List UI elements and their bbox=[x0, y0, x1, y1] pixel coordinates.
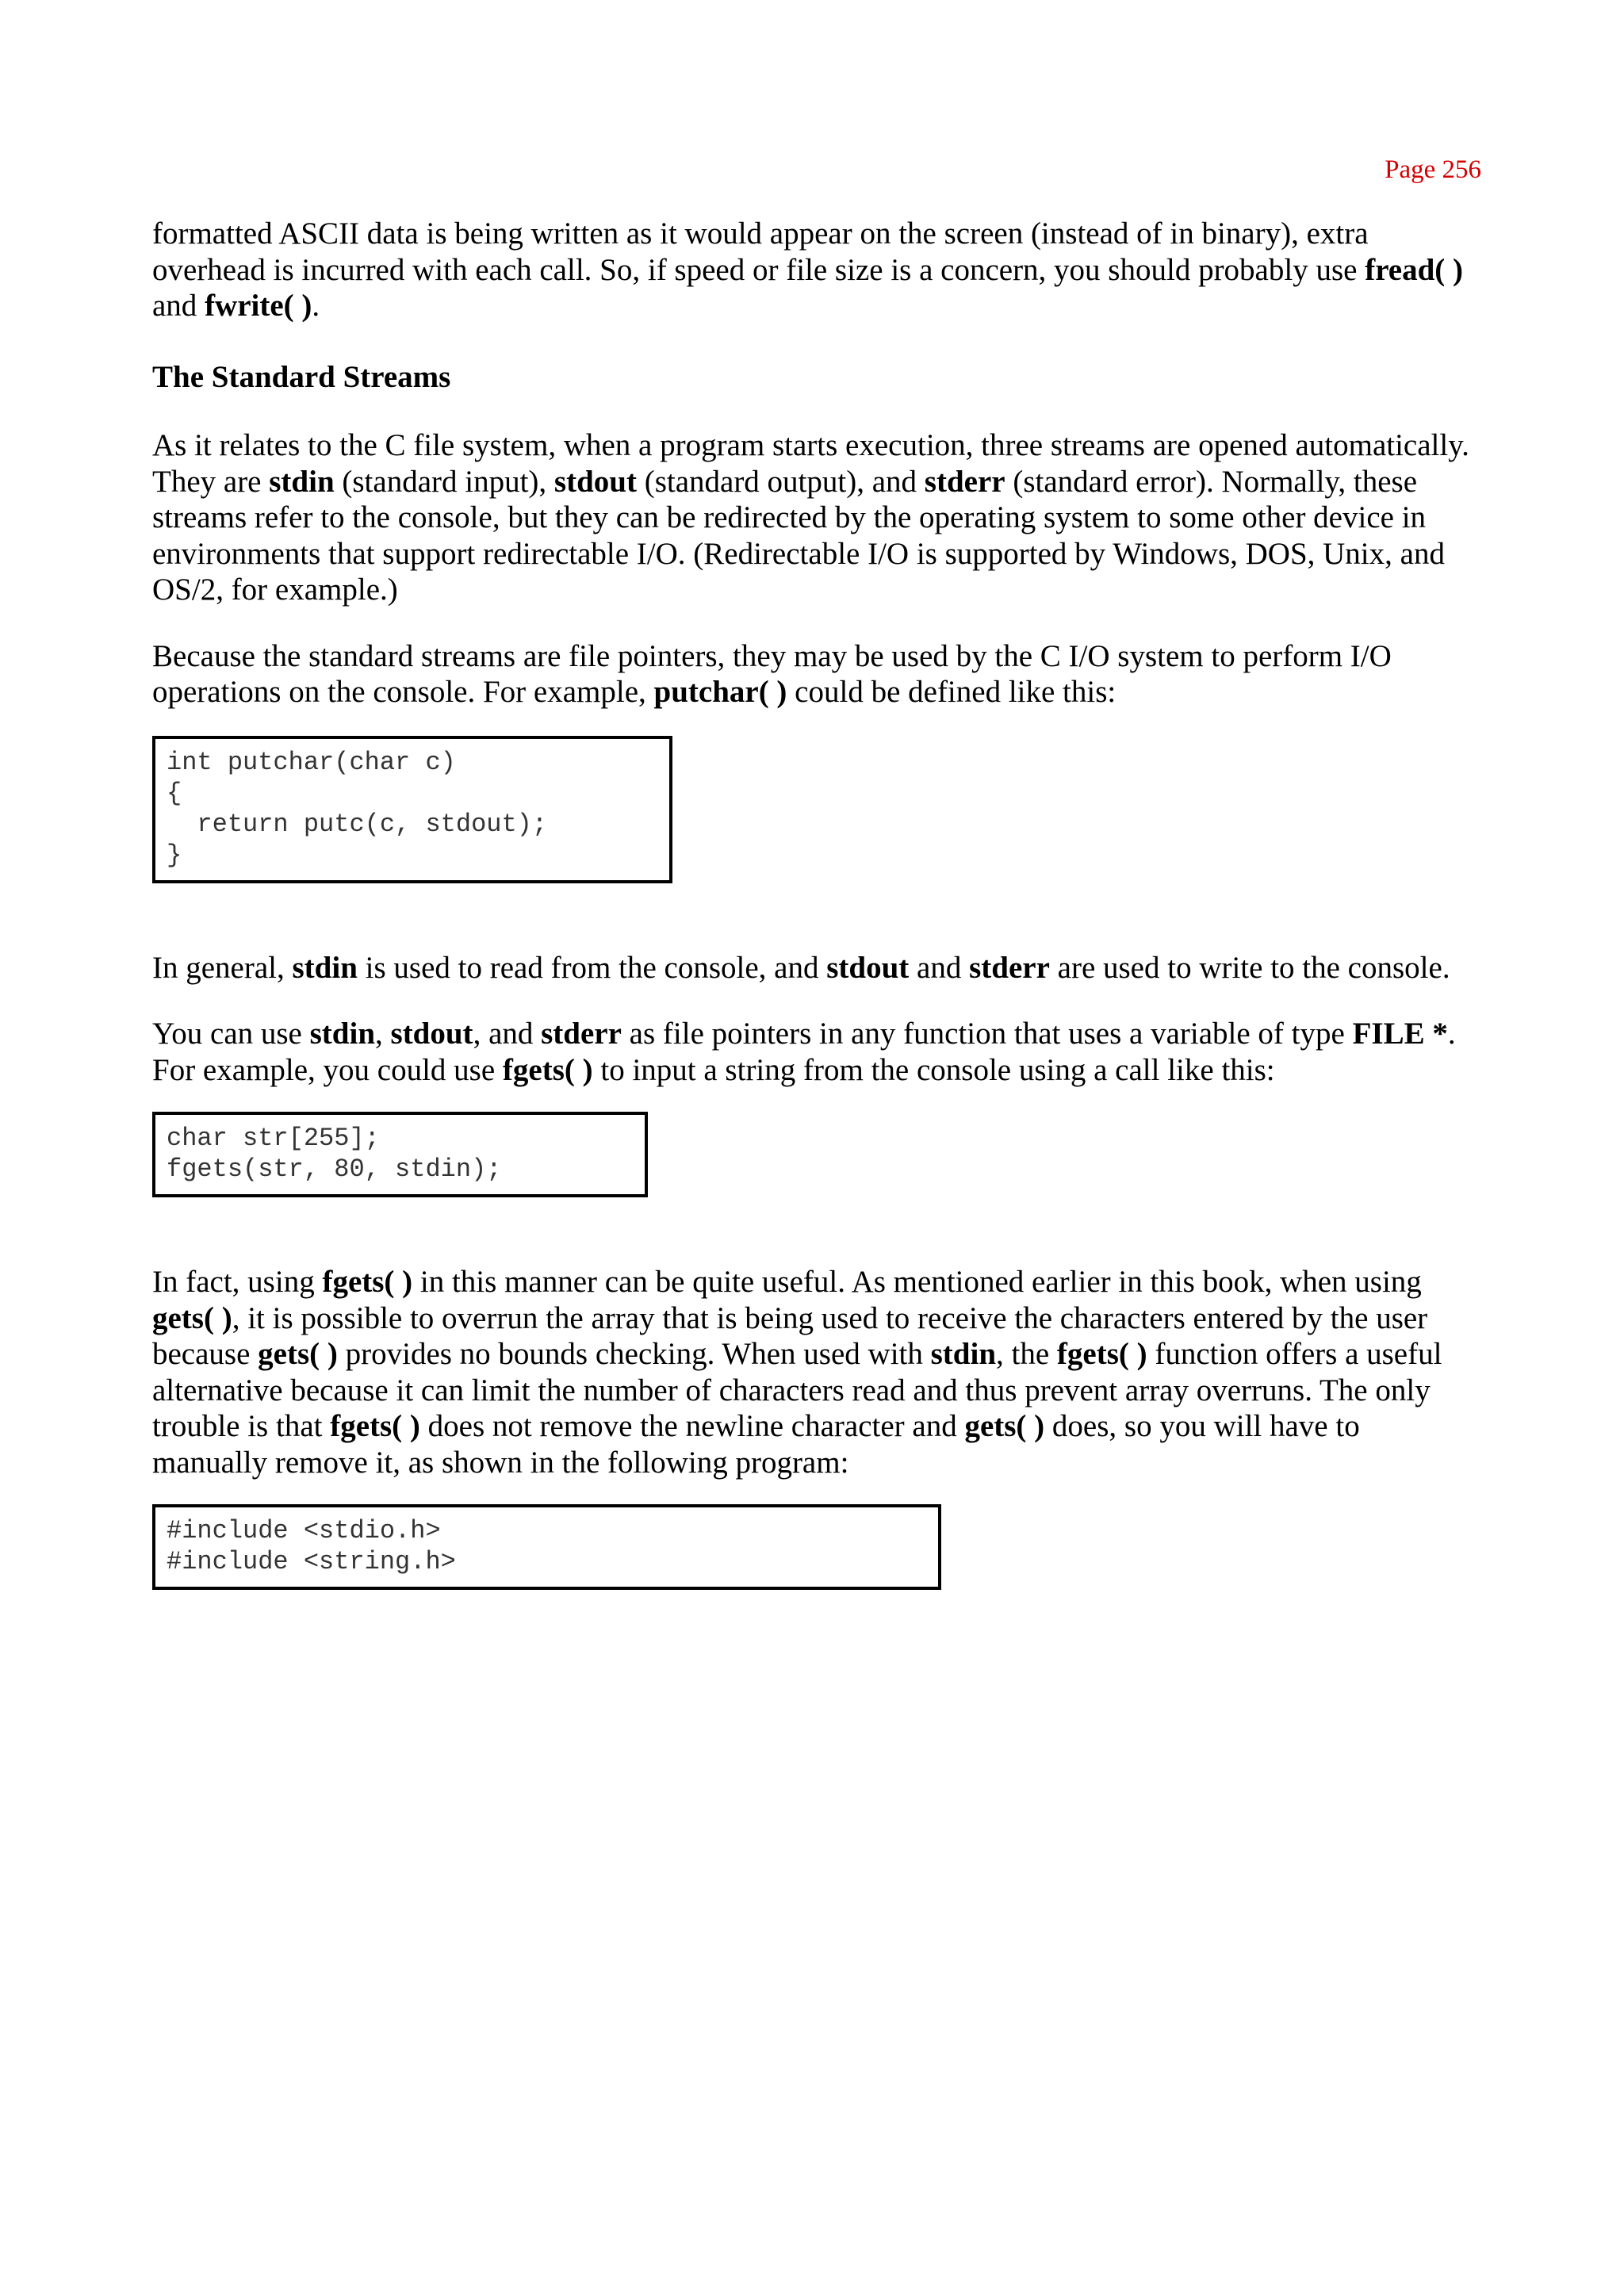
text-run: could be defined like this: bbox=[787, 675, 1116, 709]
text-run: As it relates to the C file system, when a program starts execution, three streams are opened automatically. They are bbox=[152, 428, 1469, 499]
code-term: putchar( ) bbox=[653, 675, 787, 709]
code-line: int putchar(char c) bbox=[167, 747, 456, 777]
text-run: to input a string from the console using a call like this: bbox=[592, 1052, 1275, 1087]
section-heading: The Standard Streams bbox=[152, 359, 451, 394]
text-run: , and bbox=[473, 1017, 542, 1051]
page-content bbox=[152, 216, 1481, 1590]
text-run: . For example, you could use bbox=[152, 1017, 1456, 1087]
text-run: and bbox=[152, 289, 205, 323]
code-line: fgets(str, 80, stdin); bbox=[167, 1155, 502, 1184]
text-run: , bbox=[375, 1017, 391, 1051]
text-run: function offers a useful alternative because it can limit the number of characters read and thus prevent array overruns. The only trouble is that bbox=[152, 1337, 1442, 1443]
code-line: { bbox=[167, 778, 182, 808]
code-term: fgets( ) bbox=[1056, 1337, 1147, 1371]
code-term: fgets( ) bbox=[330, 1409, 420, 1443]
code-term: fgets( ) bbox=[322, 1265, 413, 1299]
text-run: (standard error). Normally, these streams refer to the console, but they can be redirected by the operating system to some other device in environments that support redirectable I/O. (Redirectable I/O is supported by Windows, DOS, Unix, and OS/2, for example.) bbox=[152, 464, 1445, 607]
text-run: (standard input), bbox=[334, 464, 554, 499]
text-run: In general, bbox=[152, 950, 293, 985]
paragraph-stdin-usage bbox=[152, 950, 1481, 986]
code-term: fwrite( ) bbox=[205, 289, 312, 323]
code-block-fgets bbox=[152, 1112, 648, 1197]
text-run: as file pointers in any function that uses a variable of type bbox=[621, 1017, 1353, 1051]
code-term: FILE * bbox=[1352, 1017, 1448, 1051]
code-term: gets( ) bbox=[964, 1409, 1045, 1443]
code-term: stderr bbox=[969, 950, 1050, 985]
text-run: does, so you will have to manually remove it, as shown in the following program: bbox=[152, 1409, 1360, 1480]
code-line: } bbox=[167, 840, 182, 870]
paragraph-fgets-detail bbox=[152, 1264, 1481, 1480]
text-run: You can use bbox=[152, 1017, 310, 1051]
text-run: provides no bounds checking. When used with bbox=[337, 1337, 931, 1371]
code-term: gets( ) bbox=[152, 1300, 232, 1335]
code-term: fread( ) bbox=[1365, 252, 1464, 287]
code-term: stdin bbox=[930, 1337, 997, 1371]
code-term: fgets( ) bbox=[502, 1052, 593, 1087]
text-run: . bbox=[312, 289, 320, 323]
code-block-includes bbox=[152, 1504, 941, 1590]
paragraph-file-pointers bbox=[152, 638, 1481, 710]
code-term: stdin bbox=[309, 1017, 376, 1051]
text-run: formatted ASCII data is being written as it would appear on the screen (instead of in binary), extra overhead is incurred with each call. So, if speed or file size is a concern, you should probably use bbox=[152, 216, 1369, 287]
code-line: char str[255]; bbox=[167, 1124, 380, 1153]
code-term: stderr bbox=[924, 464, 1005, 499]
code-block-putchar bbox=[152, 736, 672, 883]
text-run: does not remove the newline character and bbox=[419, 1409, 965, 1443]
text-run: In fact, using bbox=[152, 1265, 323, 1299]
code-term: stderr bbox=[541, 1017, 622, 1051]
text-run: , the bbox=[996, 1337, 1057, 1371]
code-term: stdin bbox=[269, 464, 335, 499]
text-run: in this manner can be quite useful. As mentioned earlier in this book, when using bbox=[412, 1265, 1422, 1299]
page-number: Page 256 bbox=[1385, 155, 1481, 184]
text-run: (standard output), and bbox=[636, 464, 925, 499]
code-line: return putc(c, stdout); bbox=[167, 809, 548, 839]
code-term: stdin bbox=[292, 950, 358, 985]
code-term: stdout bbox=[826, 950, 910, 985]
code-term: stdout bbox=[390, 1017, 473, 1051]
paragraph-fgets-intro bbox=[152, 1016, 1481, 1088]
text-run: and bbox=[909, 950, 970, 985]
paragraph-streams bbox=[152, 427, 1481, 608]
code-line: #include <stdio.h> bbox=[167, 1516, 441, 1545]
code-term: gets( ) bbox=[258, 1337, 338, 1371]
text-run: are used to write to the console. bbox=[1049, 950, 1450, 985]
text-run: is used to read from the console, and bbox=[357, 950, 827, 985]
paragraph-intro bbox=[152, 216, 1481, 324]
text-run: Because the standard streams are file pointers, they may be used by the C I/O system to perform I/O operations on the console. For example, bbox=[152, 638, 1392, 709]
code-line: #include <string.h> bbox=[167, 1547, 456, 1576]
text-run: , it is possible to overrun the array that is being used to receive the characters entered by the user because bbox=[152, 1300, 1428, 1371]
code-term: stdout bbox=[553, 464, 637, 499]
